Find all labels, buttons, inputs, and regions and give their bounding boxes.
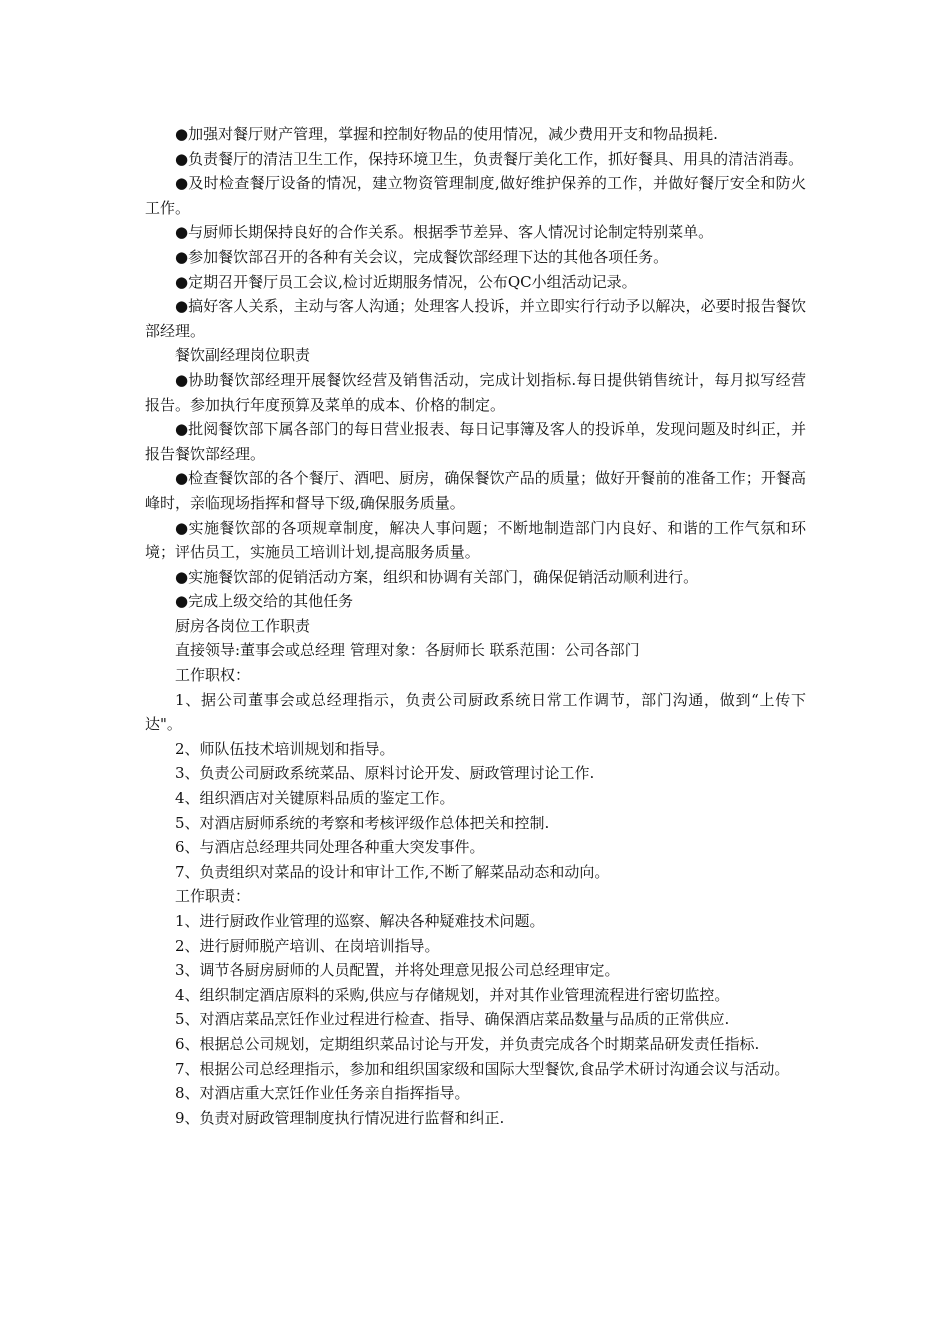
paragraph: ●批阅餐饮部下属各部门的每日营业报表、每日记事簿及客人的投诉单，发现问题及时纠正，并报告餐饮部经理。 [145,420,806,463]
section-heading: 厨房各岗位工作职责 [175,616,311,635]
list-item: 2、进行厨师脱产培训、在岗培训指导。 [175,936,440,955]
list-item: 6、与酒店总经理共同处理各种重大突发事件。 [175,838,485,857]
list-item: 6、根据总公司规划，定期组织菜品讨论与开发，并负责完成各个时期菜品研发责任指标. [175,1034,760,1053]
paragraph: ●定期召开餐厅员工会议,检讨近期服务情况，公布QC小组活动记录。 [175,272,637,291]
subsection-heading: 工作职责： [175,887,251,906]
list-item: 3、调节各厨房厨师的人员配置，并将处理意见报公司总经理审定。 [175,961,620,980]
list-item: 4、组织制定酒店原料的采购,供应与存储规划，并对其作业管理流程进行密切监控。 [175,985,730,1004]
list-item: 7、负责组织对菜品的设计和审计工作,不断了解菜品动态和动向。 [175,862,610,881]
paragraph: ●与厨师长期保持良好的合作关系。根据季节差异、客人情况讨论制定特别菜单。 [175,223,714,242]
section-heading: 餐饮副经理岗位职责 [175,346,311,365]
paragraph: ●完成上级交给的其他任务 [175,592,354,611]
list-item: 8、对酒店重大烹饪作业任务亲自指挥指导。 [175,1084,470,1103]
paragraph: ●检查餐饮部的各个餐厅、酒吧、厨房，确保餐饮产品的质量；做好开餐前的准备工作；开餐高峰时，亲临现场指挥和督导下级,确保服务质量。 [145,469,806,512]
paragraph: ●负责餐厅的清洁卫生工作，保持环境卫生，负责餐厅美化工作，抓好餐具、用具的清洁消毒。 [175,149,804,168]
list-item: 3、负责公司厨政系统菜品、原料讨论开发、厨政管理讨论工作. [175,764,595,783]
list-item: 1、据公司董事会或总经理指示，负责公司厨政系统日常工作调节，部门沟通，做到“上传下达"。 [145,690,806,734]
paragraph: ●及时检查餐厅设备的情况，建立物资管理制度,做好维护保养的工作，并做好餐厅安全和防火工作。 [145,174,806,217]
list-item: 7、根据公司总经理指示，参加和组织国家级和国际大型餐饮,食品学术研讨沟通会议与活动。 [175,1059,790,1078]
paragraph: ●实施餐饮部的各项规章制度，解决人事问题；不断地制造部门内良好、和谐的工作气氛和环境；评估员工，实施员工培训计划,提高服务质量。 [145,518,806,562]
paragraph: ●实施餐饮部的促销活动方案，组织和协调有关部门，确保促销活动顺利进行。 [175,567,699,586]
paragraph: 直接领导:董事会或总经理 管理对象：各厨师长 联系范围：公司各部门 [175,641,640,660]
list-item: 2、师队伍技术培训规划和指导。 [175,739,395,758]
list-item: 1、进行厨政作业管理的巡察、解决各种疑难技术问题。 [175,912,545,930]
paragraph: ●协助餐饮部经理开展餐饮经营及销售活动，完成计划指标.每日提供销售统计，每月拟写经营报告。参加执行年度预算及菜单的成本、价格的制定。 [145,370,806,414]
paragraph: ●搞好客人关系，主动与客人沟通；处理客人投诉，并立即实行行动予以解决，必要时报告餐饮部经理。 [145,297,806,340]
list-item: 9、负责对厨政管理制度执行情况进行监督和纠正. [175,1108,505,1127]
list-item: 4、组织酒店对关键原料品质的鉴定工作。 [175,789,455,808]
paragraph: ●参加餐饮部召开的各种有关会议，完成餐饮部经理下达的其他各项任务。 [175,247,669,266]
document-page [145,122,806,1130]
paragraph: ●加强对餐厅财产管理，掌握和控制好物品的使用情况，减少费用开支和物品损耗. [175,125,718,143]
list-item: 5、对酒店厨师系统的考察和考核评级作总体把关和控制. [175,813,550,832]
list-item: 5、对酒店菜品烹饪作业过程进行检查、指导、确保酒店菜品数量与品质的正常供应. [175,1010,730,1029]
subsection-heading: 工作职权： [175,666,251,685]
